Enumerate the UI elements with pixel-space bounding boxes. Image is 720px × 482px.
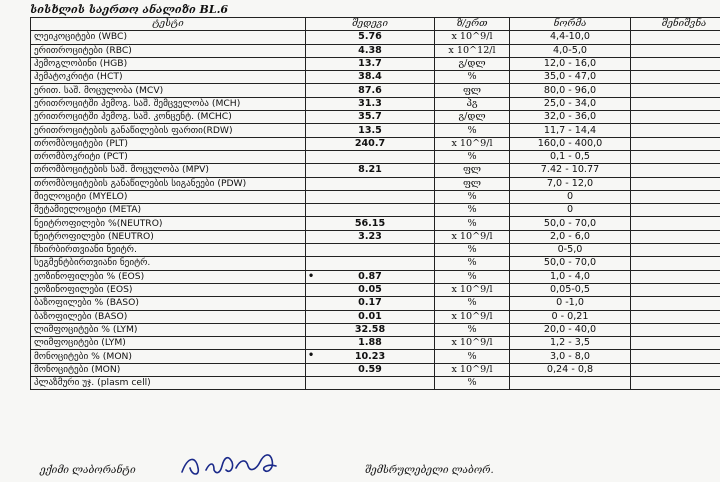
norm-cell: 11,7 - 14,4: [510, 124, 631, 137]
table-row: [31, 57, 720, 70]
unit-cell: x 10^9/l: [435, 31, 510, 44]
note-cell: [631, 84, 720, 97]
norm-cell: 0,1 - 0,5: [510, 150, 631, 163]
result-value: 0.05: [358, 284, 382, 295]
unit-cell: x 10^9/l: [435, 310, 510, 323]
header-norm: ნორმა: [510, 18, 631, 31]
result-cell: [306, 84, 435, 97]
norm-cell: 7.42 - 10.77: [510, 164, 631, 177]
table-row: [31, 190, 720, 203]
test-name-cell: ჩხირბირთვიანი ნეიტრ.: [31, 244, 306, 257]
test-name-cell: თრომბოციტების განაწილების სიგანეები (PDW): [31, 177, 306, 190]
unit-cell: %: [435, 124, 510, 137]
test-name-cell: სეგმენტბირთვიანი ნეიტრ.: [31, 257, 306, 270]
result-cell: [306, 124, 435, 137]
note-cell: [631, 244, 720, 257]
table-row: [31, 270, 720, 283]
result-value: 4.38: [358, 45, 382, 56]
table-row: [31, 297, 720, 310]
result-value: 8.21: [358, 164, 382, 175]
note-cell: [631, 44, 720, 57]
test-name-cell: ერითროციტში ჰემოგ. საშ. შემცველობა (MCH): [31, 97, 306, 110]
table-row: [31, 124, 720, 137]
norm-cell: 0: [510, 190, 631, 203]
test-name-cell: პლაზმური უჯ. (plasm cell): [31, 377, 306, 390]
table-row: [31, 164, 720, 177]
table-row: [31, 97, 720, 110]
unit-cell: ფლ: [435, 177, 510, 190]
test-name-cell: მეტამიელოციტი (META): [31, 204, 306, 217]
table-row: [31, 44, 720, 57]
table-row: [31, 71, 720, 84]
note-cell: [631, 124, 720, 137]
test-name-cell: ჰემოგლობინი (HGB): [31, 57, 306, 70]
norm-cell: 0 - 0,21: [510, 310, 631, 323]
result-cell: [306, 217, 435, 230]
norm-cell: 1,2 - 3,5: [510, 337, 631, 350]
unit-cell: %: [435, 257, 510, 270]
test-name-cell: ერითროციტში ჰემოგ. საშ. კონცენტ. (MCHC): [31, 111, 306, 124]
test-name-cell: ბაზოფილები (BASO): [31, 310, 306, 323]
result-value: 31.3: [358, 98, 382, 109]
unit-cell: x 10^12/l: [435, 44, 510, 57]
note-cell: [631, 190, 720, 203]
test-name-cell: თრომბოციტების საშ. მოცულობა (MPV): [31, 164, 306, 177]
result-value: 13.5: [358, 125, 382, 136]
footer-performer-label: შემსრულებელი ლაბორ.: [365, 465, 494, 476]
flag-marker: •: [308, 271, 314, 283]
unit-cell: %: [435, 297, 510, 310]
result-cell: [306, 190, 435, 203]
table-row: [31, 84, 720, 97]
result-cell: [306, 297, 435, 310]
test-name-cell: ნეიტროფილები (NEUTRO): [31, 230, 306, 243]
unit-cell: ფლ: [435, 164, 510, 177]
unit-cell: x 10^9/l: [435, 283, 510, 296]
result-cell: [306, 204, 435, 217]
norm-cell: 3,0 - 8,0: [510, 350, 631, 363]
norm-cell: [510, 377, 631, 390]
header-unit: ზ/ერთ: [435, 18, 510, 31]
test-name-cell: ბაზოფილები % (BASO): [31, 297, 306, 310]
lab-results-table: [30, 17, 720, 390]
result-cell: [306, 377, 435, 390]
result-cell: [306, 177, 435, 190]
result-cell: [306, 230, 435, 243]
result-cell: [306, 111, 435, 124]
note-cell: [631, 270, 720, 283]
norm-cell: 4,4-10,0: [510, 31, 631, 44]
result-cell: [306, 270, 435, 283]
table-row: [31, 350, 720, 363]
unit-cell: x 10^9/l: [435, 137, 510, 150]
norm-cell: 0,24 - 0,8: [510, 363, 631, 376]
header-note: შენიშვნა: [631, 18, 720, 31]
result-value: 38.4: [358, 71, 382, 82]
note-cell: [631, 323, 720, 336]
result-cell: [306, 244, 435, 257]
unit-cell: %: [435, 377, 510, 390]
note-cell: [631, 31, 720, 44]
norm-cell: 20,0 - 40,0: [510, 323, 631, 336]
result-value: 0.17: [358, 297, 382, 308]
flag-marker: •: [308, 350, 314, 362]
result-value: 13.7: [358, 58, 382, 69]
unit-cell: %: [435, 244, 510, 257]
note-cell: [631, 217, 720, 230]
test-name-cell: ჰემატოკრიტი (HCT): [31, 71, 306, 84]
result-value: 56.15: [355, 218, 385, 229]
note-cell: [631, 337, 720, 350]
result-cell: [306, 164, 435, 177]
norm-cell: 35,0 - 47,0: [510, 71, 631, 84]
result-cell: [306, 150, 435, 163]
note-cell: [631, 377, 720, 390]
unit-cell: %: [435, 350, 510, 363]
test-name-cell: თრომბოციტები (PLT): [31, 137, 306, 150]
norm-cell: 50,0 - 70,0: [510, 217, 631, 230]
norm-cell: 1,0 - 4,0: [510, 270, 631, 283]
table-row: [31, 230, 720, 243]
note-cell: [631, 150, 720, 163]
norm-cell: 160,0 - 400,0: [510, 137, 631, 150]
table-row: [31, 377, 720, 390]
norm-cell: 0,05-0,5: [510, 283, 631, 296]
unit-cell: %: [435, 323, 510, 336]
note-cell: [631, 137, 720, 150]
result-value: 3.23: [358, 231, 382, 242]
result-value: 0.87: [358, 271, 382, 282]
norm-cell: 4,0-5,0: [510, 44, 631, 57]
unit-cell: ფლ: [435, 84, 510, 97]
table-row: [31, 31, 720, 44]
result-cell: [306, 97, 435, 110]
table-row: [31, 363, 720, 376]
header-test: ტესტი: [31, 18, 306, 31]
test-name-cell: მონოციტები % (MON): [31, 350, 306, 363]
table-row: [31, 244, 720, 257]
note-cell: [631, 283, 720, 296]
norm-cell: 80,0 - 96,0: [510, 84, 631, 97]
note-cell: [631, 297, 720, 310]
test-name-cell: მონოციტები (MON): [31, 363, 306, 376]
note-cell: [631, 363, 720, 376]
unit-cell: %: [435, 71, 510, 84]
result-cell: [306, 137, 435, 150]
note-cell: [631, 97, 720, 110]
unit-cell: x 10^9/l: [435, 230, 510, 243]
result-cell: [306, 323, 435, 336]
table-row: [31, 150, 720, 163]
test-name-cell: ერით. საშ. მოცულობა (MCV): [31, 84, 306, 97]
norm-cell: 2,0 - 6,0: [510, 230, 631, 243]
norm-cell: 0 -1,0: [510, 297, 631, 310]
document-title: სისხლის საერთო ანალიზი BL.6: [30, 3, 228, 16]
unit-cell: %: [435, 150, 510, 163]
unit-cell: %: [435, 217, 510, 230]
norm-cell: 50,0 - 70,0: [510, 257, 631, 270]
test-name-cell: ეოზინოფილები % (EOS): [31, 270, 306, 283]
test-name-cell: ეოზინოფილები (EOS): [31, 283, 306, 296]
norm-cell: 25,0 - 34,0: [510, 97, 631, 110]
table-row: [31, 323, 720, 336]
norm-cell: 32,0 - 36,0: [510, 111, 631, 124]
table-row: [31, 217, 720, 230]
unit-cell: გ/დლ: [435, 57, 510, 70]
table-row: [31, 257, 720, 270]
result-cell: [306, 310, 435, 323]
test-name-cell: ლიმფოციტები % (LYM): [31, 323, 306, 336]
result-cell: [306, 31, 435, 44]
unit-cell: %: [435, 204, 510, 217]
norm-cell: 12,0 - 16,0: [510, 57, 631, 70]
note-cell: [631, 164, 720, 177]
result-value: 35.7: [358, 111, 382, 122]
note-cell: [631, 310, 720, 323]
result-value: 0.59: [358, 364, 382, 375]
result-cell: [306, 350, 435, 363]
norm-cell: 0-5,0: [510, 244, 631, 257]
test-name-cell: ნეიტროფილები %(NEUTRO): [31, 217, 306, 230]
unit-cell: %: [435, 270, 510, 283]
table-body: [31, 31, 720, 390]
table-header-row: [31, 18, 720, 31]
note-cell: [631, 257, 720, 270]
table-row: [31, 204, 720, 217]
norm-cell: 0: [510, 204, 631, 217]
header-result: შედეგი: [306, 18, 435, 31]
note-cell: [631, 204, 720, 217]
result-value: 0.01: [358, 311, 382, 322]
note-cell: [631, 71, 720, 84]
result-cell: [306, 57, 435, 70]
result-cell: [306, 283, 435, 296]
test-name-cell: თრომბოკრიტი (PCT): [31, 150, 306, 163]
handwritten-signature: [178, 448, 298, 482]
result-value: 240.7: [355, 138, 385, 149]
test-name-cell: ლეიკოციტები (WBC): [31, 31, 306, 44]
table-row: [31, 137, 720, 150]
note-cell: [631, 230, 720, 243]
result-value: 10.23: [355, 351, 385, 362]
unit-cell: პგ: [435, 97, 510, 110]
note-cell: [631, 177, 720, 190]
note-cell: [631, 57, 720, 70]
result-cell: [306, 44, 435, 57]
result-cell: [306, 337, 435, 350]
test-name-cell: ერითროციტები (RBC): [31, 44, 306, 57]
result-cell: [306, 363, 435, 376]
test-name-cell: მიელოციტი (MYELO): [31, 190, 306, 203]
result-value: 87.6: [358, 85, 382, 96]
result-cell: [306, 71, 435, 84]
note-cell: [631, 350, 720, 363]
unit-cell: x 10^9/l: [435, 363, 510, 376]
footer-doctor-label: ექიმი ლაბორანტი: [40, 465, 136, 476]
table-row: [31, 337, 720, 350]
unit-cell: გ/დლ: [435, 111, 510, 124]
result-value: 5.76: [358, 31, 382, 42]
table-row: [31, 310, 720, 323]
unit-cell: %: [435, 190, 510, 203]
result-cell: [306, 257, 435, 270]
unit-cell: x 10^9/l: [435, 337, 510, 350]
result-value: 1.88: [358, 337, 382, 348]
norm-cell: 7,0 - 12,0: [510, 177, 631, 190]
table-row: [31, 283, 720, 296]
note-cell: [631, 111, 720, 124]
test-name-cell: ერითროციტების განაწილების ფართი(RDW): [31, 124, 306, 137]
table-row: [31, 177, 720, 190]
test-name-cell: ლიმფოციტები (LYM): [31, 337, 306, 350]
result-value: 32.58: [355, 324, 385, 335]
table-row: [31, 111, 720, 124]
